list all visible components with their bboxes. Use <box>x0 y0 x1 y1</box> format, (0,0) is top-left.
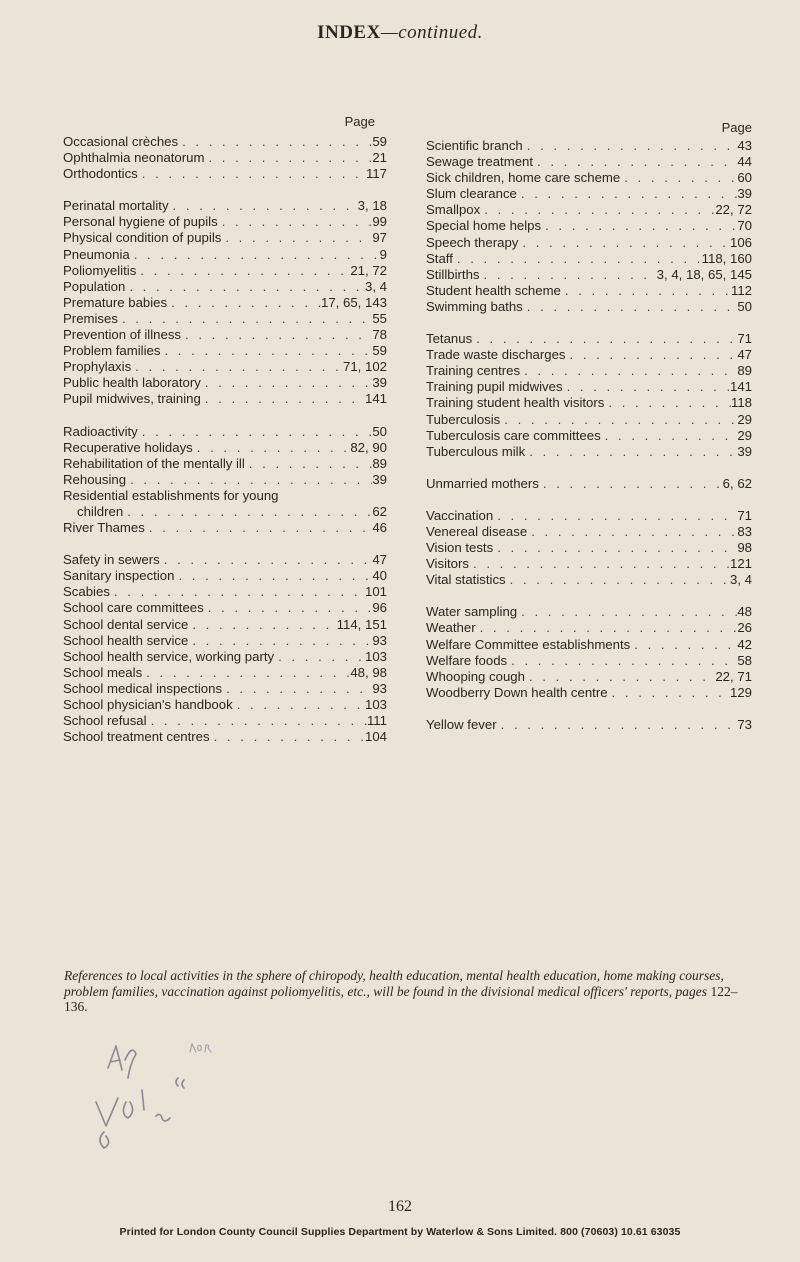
dot-leader <box>497 717 738 733</box>
entry-term: Population <box>63 278 126 294</box>
entry-page-ref: 50 <box>372 423 387 439</box>
entry-term: Tuberculous milk <box>426 443 526 459</box>
entry-term: Rehousing <box>63 471 127 487</box>
dot-leader <box>480 267 657 283</box>
title-suffix: —continued. <box>380 22 483 43</box>
entry-page-ref: 89 <box>372 455 387 471</box>
entry-term: Special home helps <box>426 218 542 234</box>
entry-page-ref: 89 <box>737 363 752 379</box>
group-spacer <box>426 460 752 476</box>
dot-leader <box>131 359 343 375</box>
index-entry <box>63 488 387 504</box>
index-entry <box>63 166 387 182</box>
dot-leader <box>274 649 365 665</box>
entry-page-ref: 29 <box>737 411 752 427</box>
entry-term: Tuberculosis care committees <box>426 427 601 443</box>
entry-page-ref: 21, 72 <box>350 262 387 278</box>
index-entry <box>63 456 387 472</box>
entry-term: School health service, working party <box>63 648 275 664</box>
entry-term: Welfare Committee establishments <box>426 636 631 652</box>
dot-leader <box>517 186 737 202</box>
index-entry <box>63 568 387 584</box>
index-entry <box>63 504 387 520</box>
entry-term: Unmarried mothers <box>426 475 539 491</box>
dot-leader <box>533 154 737 170</box>
entry-page-ref: 47 <box>737 347 752 363</box>
entry-page-ref: 3, 4, 18, 65, 145 <box>656 266 752 282</box>
entry-page-ref: 6, 62 <box>722 475 752 491</box>
entry-term: School refusal <box>63 713 147 729</box>
entry-term: School medical inspections <box>63 680 223 696</box>
entry-term: Training student health visitors <box>426 395 605 411</box>
entry-term: Vision tests <box>426 540 494 556</box>
entry-term: Occasional crèches <box>63 134 179 149</box>
entry-term: Venereal disease <box>426 523 528 539</box>
entry-page-ref: 71 <box>737 331 752 347</box>
index-entry <box>63 665 387 681</box>
dot-leader <box>125 279 365 295</box>
entry-page-ref: 101 <box>364 584 387 600</box>
dot-leader <box>178 134 372 150</box>
entry-page-ref: 118 <box>730 395 752 411</box>
entry-page-ref: 3, 18 <box>357 198 387 214</box>
dot-leader <box>126 472 372 488</box>
index-entry <box>426 267 752 283</box>
index-entry <box>63 230 387 246</box>
dot-leader <box>204 600 373 616</box>
index-entry <box>426 347 752 363</box>
entry-term: Scientific branch <box>426 138 523 153</box>
dot-leader <box>145 520 372 536</box>
entry-term: Pupil midwives, training <box>63 391 201 407</box>
entry-term: Swimming baths <box>426 298 523 314</box>
index-entry <box>426 604 752 620</box>
dot-leader <box>453 251 702 267</box>
left-entry-list <box>63 134 387 745</box>
index-entry <box>426 669 752 685</box>
dot-leader <box>160 343 372 359</box>
dot-leader <box>181 327 372 343</box>
dot-leader <box>566 347 738 363</box>
index-entry <box>63 263 387 279</box>
index-entry <box>426 653 752 669</box>
entry-page-ref: 3, 4 <box>730 572 752 588</box>
dot-leader <box>520 363 737 379</box>
index-entry <box>63 472 387 488</box>
entry-page-ref: 111 <box>366 713 387 729</box>
dot-leader <box>476 620 738 636</box>
entry-term: Training centres <box>426 363 521 379</box>
group-spacer <box>426 588 752 604</box>
group-spacer <box>63 182 387 198</box>
entry-term: Vaccination <box>426 507 494 523</box>
entry-term: Sewage treatment <box>426 154 534 170</box>
dot-leader <box>169 198 358 214</box>
dot-leader <box>480 202 715 218</box>
dot-leader <box>525 669 715 685</box>
index-entry <box>426 717 752 733</box>
dot-leader <box>221 230 372 246</box>
index-column-left <box>63 114 387 745</box>
dot-leader <box>525 444 737 460</box>
entry-term: Trade waste discharges <box>426 347 566 363</box>
entry-term: School physician's handbook <box>63 697 233 712</box>
index-entry <box>426 685 752 701</box>
entry-page-ref: 71, 102 <box>343 359 387 375</box>
index-entry <box>426 299 752 315</box>
dot-leader <box>201 375 373 391</box>
entry-term: River Thames <box>63 520 145 536</box>
index-entry <box>426 556 752 572</box>
entry-page-ref: 141 <box>729 379 752 395</box>
dot-leader <box>527 524 737 540</box>
dot-leader <box>630 637 737 653</box>
index-entry <box>426 637 752 653</box>
dot-leader <box>167 295 321 311</box>
entry-page-ref: 39 <box>372 471 387 487</box>
entry-term: Yellow fever <box>426 716 497 732</box>
dot-leader <box>493 540 737 556</box>
entry-page-ref: 121 <box>729 556 752 572</box>
dot-leader <box>604 395 731 411</box>
footnote-pages: 122–136. <box>64 983 738 1014</box>
dot-leader <box>507 653 737 669</box>
entry-page-ref: 59 <box>372 343 387 359</box>
index-entry <box>63 697 387 713</box>
entry-term: Pneumonia <box>63 246 130 262</box>
entry-term: School care committees <box>63 600 204 616</box>
entry-page-ref: 44 <box>737 154 752 170</box>
footnote <box>64 968 754 1015</box>
dot-leader <box>523 138 738 154</box>
page-number: 162 <box>388 1198 412 1215</box>
index-entry <box>426 620 752 636</box>
dot-leader <box>130 247 380 263</box>
entry-page-ref: 82, 90 <box>350 439 387 455</box>
entry-term: Woodberry Down health centre <box>426 684 608 700</box>
dot-leader <box>174 568 372 584</box>
dot-leader <box>136 263 350 279</box>
index-entry <box>426 540 752 556</box>
entry-term: Prophylaxis <box>63 359 132 375</box>
dot-leader <box>493 508 737 524</box>
entry-page-ref: 93 <box>372 632 387 648</box>
entry-page-ref: 141 <box>364 391 387 407</box>
entry-page-ref: 73 <box>737 716 752 732</box>
index-entry <box>63 198 387 214</box>
dot-leader <box>500 412 737 428</box>
entry-page-ref: 70 <box>737 218 752 234</box>
entry-term: Recuperative holidays <box>63 439 193 455</box>
index-entry <box>63 600 387 616</box>
entry-term: Water sampling <box>426 604 518 620</box>
index-entry <box>63 649 387 665</box>
entry-page-ref: 47 <box>372 552 387 568</box>
dot-leader <box>608 685 730 701</box>
dot-leader <box>472 331 737 347</box>
dot-leader <box>188 617 336 633</box>
dot-leader <box>201 391 365 407</box>
index-entry <box>63 633 387 649</box>
printer-imprint: Printed for London County Council Supplies Department by Waterlow & Sons Limited. 800 (70603) 10.61 63035 <box>119 1226 681 1238</box>
entry-page-ref: 26 <box>737 620 752 636</box>
entry-term: Personal hygiene of pupils <box>63 214 218 230</box>
index-entry <box>426 572 752 588</box>
entry-term: Stillbirths <box>426 266 480 282</box>
entry-term: Public health laboratory <box>63 375 201 391</box>
dot-leader <box>222 681 372 697</box>
index-entry <box>426 154 752 170</box>
index-entry <box>63 359 387 375</box>
dot-leader <box>245 456 373 472</box>
dot-leader <box>118 311 372 327</box>
entry-page-ref: 29 <box>737 427 752 443</box>
entry-page-ref: 58 <box>737 652 752 668</box>
index-column-right <box>426 114 752 733</box>
entry-page-ref: 103 <box>364 697 387 712</box>
dot-leader <box>110 584 365 600</box>
entry-term: Problem families <box>63 343 161 359</box>
right-entry-list <box>426 138 752 733</box>
title-main: INDEX <box>317 22 381 43</box>
group-spacer <box>426 701 752 717</box>
index-entry <box>426 283 752 299</box>
index-entry <box>426 444 752 460</box>
entry-term: Premises <box>63 310 118 326</box>
entry-page-ref: 71 <box>737 507 752 523</box>
index-entry <box>63 681 387 697</box>
entry-term: Safety in sewers <box>63 552 160 568</box>
entry-term: School health service <box>63 632 189 648</box>
page-column-header: Page <box>721 120 752 135</box>
entry-page-ref: 112 <box>730 282 752 298</box>
index-entry <box>63 552 387 568</box>
index-entry <box>426 363 752 379</box>
dot-leader <box>517 604 737 620</box>
dot-leader <box>233 697 365 713</box>
entry-term: Smallpox <box>426 202 481 218</box>
index-entry <box>63 134 387 150</box>
entry-term: Residential establishments for young <box>63 487 279 503</box>
page-title <box>0 22 800 44</box>
entry-term: Whooping cough <box>426 668 525 684</box>
index-entry <box>63 713 387 729</box>
dot-leader <box>147 713 367 729</box>
entry-term: Prevention of illness <box>63 327 182 343</box>
index-entry <box>426 186 752 202</box>
entry-page-ref: 21 <box>372 150 387 166</box>
entry-page-ref: 114, 151 <box>336 616 387 632</box>
index-entry <box>426 331 752 347</box>
entry-page-ref: 48 <box>737 604 752 620</box>
entry-term: Physical condition of pupils <box>63 230 222 246</box>
entry-page-ref: 39 <box>737 186 752 202</box>
entry-term: Orthodontics <box>63 166 138 182</box>
index-entry <box>63 617 387 633</box>
dot-leader <box>193 440 351 456</box>
entry-page-ref: 78 <box>372 327 387 343</box>
index-entry <box>426 395 752 411</box>
dot-leader <box>518 235 730 251</box>
entry-term: Perinatal mortality <box>63 198 169 214</box>
entry-page-ref: 43 <box>737 138 752 153</box>
entry-term: Rehabilitation of the mentally ill <box>63 455 245 471</box>
dot-leader <box>563 379 730 395</box>
index-entry <box>63 327 387 343</box>
dot-leader <box>539 476 723 492</box>
index-entry <box>426 170 752 186</box>
entry-term: School treatment centres <box>63 729 210 745</box>
entry-term: Tetanus <box>426 331 473 347</box>
pencil-marks <box>70 1040 260 1170</box>
dot-leader <box>506 572 730 588</box>
entry-page-ref: 83 <box>737 523 752 539</box>
index-entry <box>63 391 387 407</box>
index-entry <box>63 343 387 359</box>
entry-page-ref: 129 <box>729 684 752 700</box>
index-entry <box>426 428 752 444</box>
group-spacer <box>63 408 387 424</box>
index-entry <box>63 279 387 295</box>
dot-leader <box>218 214 373 230</box>
entry-term: Sanitary inspection <box>63 568 175 584</box>
entry-term: Visitors <box>426 556 469 572</box>
entry-page-ref: 93 <box>372 680 387 696</box>
index-entry <box>426 218 752 234</box>
entry-page-ref: 22, 72 <box>715 202 752 218</box>
entry-term: Scabies <box>63 584 110 600</box>
entry-term: Tuberculosis <box>426 411 501 427</box>
dot-leader <box>561 283 731 299</box>
entry-page-ref: 3, 4 <box>365 278 387 294</box>
dot-leader <box>142 665 350 681</box>
entry-term: Staff <box>426 250 453 266</box>
index-entry <box>426 412 752 428</box>
index-entry <box>426 476 752 492</box>
index-entry <box>426 379 752 395</box>
dot-leader <box>160 552 373 568</box>
entry-page-ref: 9 <box>379 246 387 262</box>
index-entry <box>426 251 752 267</box>
entry-page-ref: 104 <box>364 729 387 745</box>
entry-page-ref: 118, 160 <box>701 250 752 266</box>
index-entry <box>63 520 387 536</box>
footnote-text: References to local activities in the sphere of chiropody, health education, mental health education, home making courses, problem families, vaccination against poliomyelitis, etc., will be found in the divisional medical officers' reports, pages <box>64 968 724 999</box>
entry-term: Premature babies <box>63 294 168 310</box>
index-entry <box>426 202 752 218</box>
entry-page-ref: 55 <box>372 310 387 326</box>
entry-page-ref: 22, 71 <box>715 668 752 684</box>
index-entry <box>63 311 387 327</box>
group-spacer <box>426 315 752 331</box>
entry-term: Welfare foods <box>426 652 508 668</box>
entry-page-ref: 39 <box>737 443 752 459</box>
entry-page-ref: 62 <box>372 503 387 519</box>
entry-term: Radioactivity <box>63 423 138 439</box>
index-entry <box>63 295 387 311</box>
entry-term: Sick children, home care scheme <box>426 170 621 186</box>
dot-leader <box>204 150 372 166</box>
index-entry <box>426 508 752 524</box>
dot-leader <box>138 424 373 440</box>
dot-leader <box>541 218 737 234</box>
index-entry <box>426 235 752 251</box>
dot-leader <box>523 299 738 315</box>
dot-leader <box>188 633 372 649</box>
entry-page-ref: 42 <box>737 636 752 652</box>
entry-term: Weather <box>426 620 476 636</box>
entry-term: children <box>77 503 124 519</box>
entry-page-ref: 98 <box>737 540 752 556</box>
entry-page-ref: 48, 98 <box>350 664 387 680</box>
entry-page-ref: 117 <box>365 166 387 182</box>
entry-term: Ophthalmia neonatorum <box>63 150 205 166</box>
index-entry <box>63 375 387 391</box>
dot-leader <box>123 504 372 520</box>
entry-term: Student health scheme <box>426 282 561 298</box>
index-entry <box>63 214 387 230</box>
entry-page-ref: 96 <box>372 600 387 616</box>
entry-term: Slum clearance <box>426 186 517 202</box>
index-entry <box>63 440 387 456</box>
index-entry <box>426 138 752 154</box>
entry-page-ref: 99 <box>372 214 387 230</box>
entry-page-ref: 59 <box>372 134 387 149</box>
entry-page-ref: 60 <box>737 170 752 186</box>
page-column-header: Page <box>344 114 375 129</box>
entry-page-ref: 106 <box>729 234 752 250</box>
dot-leader <box>601 428 738 444</box>
dot-leader <box>210 729 365 745</box>
entry-term: Training pupil midwives <box>426 379 563 395</box>
entry-term: Vital statistics <box>426 572 506 588</box>
entry-page-ref: 103 <box>364 648 387 664</box>
dot-leader <box>620 170 737 186</box>
entry-term: Poliomyelitis <box>63 262 137 278</box>
dot-leader <box>469 556 730 572</box>
entry-term: School meals <box>63 664 143 680</box>
group-spacer <box>63 536 387 552</box>
group-spacer <box>426 492 752 508</box>
entry-page-ref: 39 <box>372 375 387 391</box>
entry-page-ref: 17, 65, 143 <box>321 294 387 310</box>
index-entry <box>63 584 387 600</box>
index-entry <box>63 729 387 745</box>
index-entry <box>63 424 387 440</box>
index-entry <box>426 524 752 540</box>
entry-page-ref: 40 <box>372 568 387 584</box>
entry-page-ref: 46 <box>372 520 387 536</box>
entry-term: School dental service <box>63 616 189 632</box>
index-entry <box>63 247 387 263</box>
index-entry <box>63 150 387 166</box>
entry-page-ref: 50 <box>737 298 752 314</box>
entry-term: Speech therapy <box>426 234 519 250</box>
dot-leader <box>138 166 366 182</box>
entry-page-ref: 97 <box>372 230 387 246</box>
